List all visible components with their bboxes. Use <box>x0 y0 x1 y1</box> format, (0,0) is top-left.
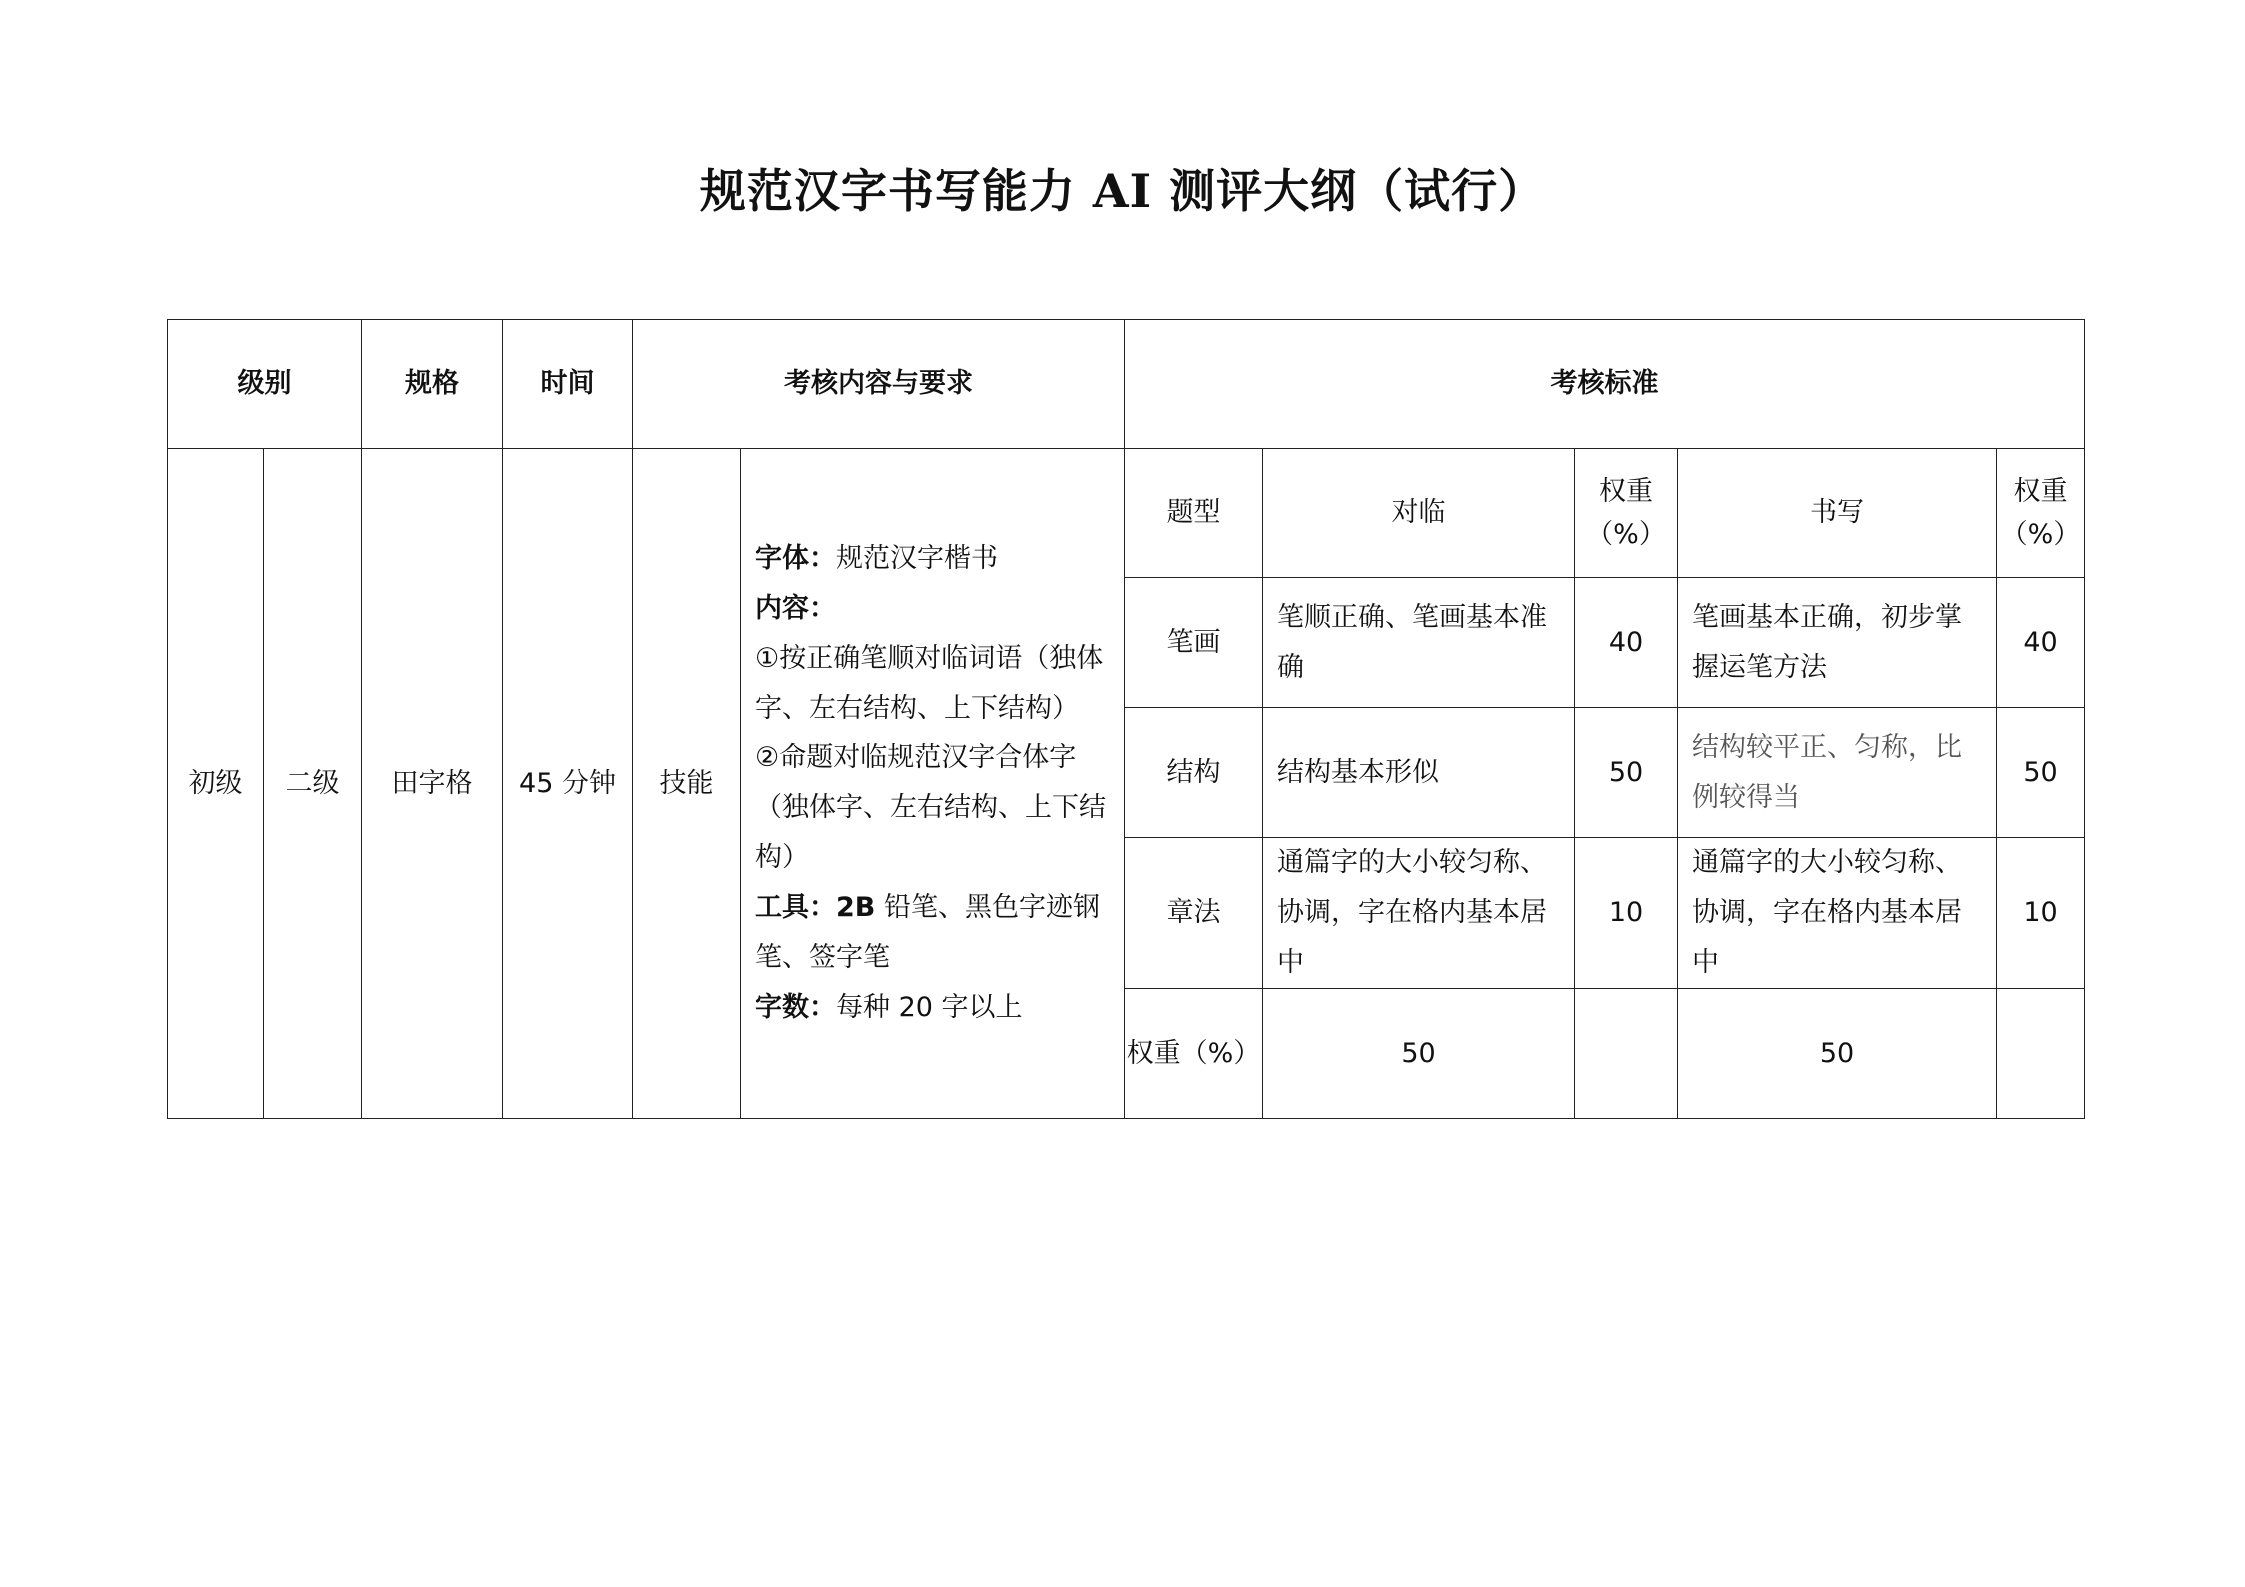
cell-type: 笔画 <box>1125 578 1263 708</box>
req-item2: ②命题对临规范汉字合体字（独体字、左右结构、上下结构） <box>755 742 1106 874</box>
total-label: 权重（%） <box>1125 988 1263 1118</box>
header-level: 级别 <box>168 320 362 449</box>
col-type: 题型 <box>1125 449 1263 578</box>
cell-copy: 笔顺正确、笔画基本准确 <box>1263 578 1575 708</box>
cell-weight2: 50 <box>1997 708 2085 838</box>
cell-type: 结构 <box>1125 708 1263 838</box>
header-spec: 规格 <box>362 320 503 449</box>
cell-requirements <box>741 449 1125 1119</box>
cell-write: 通篇字的大小较匀称、协调，字在格内基本居中 <box>1678 838 1997 989</box>
cell-level-a: 初级 <box>168 449 264 1119</box>
header-time: 时间 <box>503 320 633 449</box>
req-count: 字数：每种 20 字以上 <box>755 992 1023 1024</box>
total-empty-1 <box>1575 988 1678 1118</box>
page-title: 规范汉字书写能力 AI 测评大纲（试行） <box>699 164 1546 218</box>
table-header-row <box>168 320 2085 449</box>
total-write: 50 <box>1678 988 1997 1118</box>
header-standard: 考核标准 <box>1125 320 2085 449</box>
req-content-label: 内容： <box>755 592 836 624</box>
cell-weight1: 10 <box>1575 838 1678 989</box>
outline-table <box>167 319 2085 1119</box>
cell-write: 笔画基本正确，初步掌握运笔方法 <box>1678 578 1997 708</box>
cell-weight1: 40 <box>1575 578 1678 708</box>
col-write: 书写 <box>1678 449 1997 578</box>
table-row <box>168 449 2085 578</box>
req-item1: ①按正确笔顺对临词语（独体字、左右结构、上下结构） <box>755 642 1104 724</box>
cell-spec: 田字格 <box>362 449 503 1119</box>
cell-weight1: 50 <box>1575 708 1678 838</box>
req-tools: 工具：2B 铅笔、黑色字迹钢笔、签字笔 <box>755 892 1100 974</box>
cell-time: 45 分钟 <box>503 449 633 1119</box>
col-weight2: 权重（%） <box>1997 449 2085 578</box>
header-content: 考核内容与要求 <box>633 320 1125 449</box>
cell-weight2: 40 <box>1997 578 2085 708</box>
cell-level-b: 二级 <box>264 449 362 1119</box>
col-weight1: 权重（%） <box>1575 449 1678 578</box>
cell-weight2: 10 <box>1997 838 2085 989</box>
cell-type: 章法 <box>1125 838 1263 989</box>
total-copy: 50 <box>1263 988 1575 1118</box>
cell-category: 技能 <box>633 449 741 1119</box>
cell-write: 结构较平正、匀称，比例较得当 <box>1678 708 1997 838</box>
cell-copy: 结构基本形似 <box>1263 708 1575 838</box>
req-font: 字体：规范汉字楷书 <box>755 542 998 574</box>
col-copy: 对临 <box>1263 449 1575 578</box>
total-empty-2 <box>1997 988 2085 1118</box>
cell-copy: 通篇字的大小较匀称、协调，字在格内基本居中 <box>1263 838 1575 989</box>
